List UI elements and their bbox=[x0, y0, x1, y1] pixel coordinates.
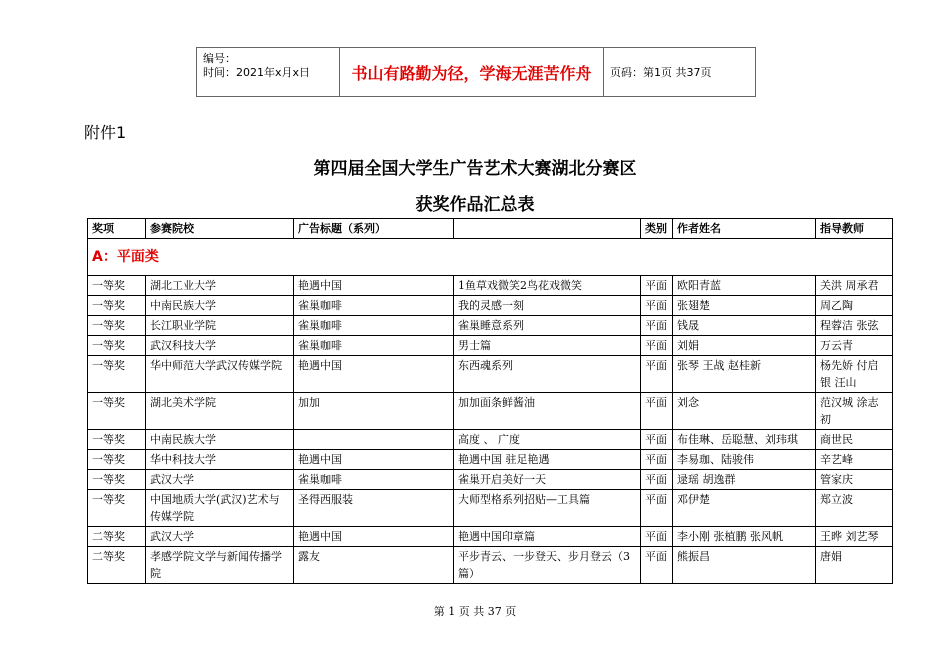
cell-advisors: 范汉城 涂志初 bbox=[816, 393, 893, 430]
cell-ad-title: 加加 bbox=[294, 393, 454, 430]
cell-advisors: 关洪 周承君 bbox=[816, 276, 893, 296]
cell-school: 华中科技大学 bbox=[146, 450, 294, 470]
cell-type: 平面 bbox=[641, 296, 673, 316]
cell-award: 一等奖 bbox=[88, 393, 146, 430]
cell-ad-title: 雀巢咖啡 bbox=[294, 316, 454, 336]
cell-authors: 钱晟 bbox=[673, 316, 816, 336]
cell-authors: 刘念 bbox=[673, 393, 816, 430]
cell-subtitle: 雀巢睡意系列 bbox=[454, 316, 641, 336]
cell-award: 一等奖 bbox=[88, 430, 146, 450]
cell-advisors: 管家庆 bbox=[816, 470, 893, 490]
cell-type: 平面 bbox=[641, 470, 673, 490]
cell-advisors: 郑立波 bbox=[816, 490, 893, 527]
cell-school: 武汉大学 bbox=[146, 470, 294, 490]
cell-ad-title bbox=[294, 430, 454, 450]
time-label: 时间：2021年x月x日 bbox=[203, 66, 311, 79]
table-row bbox=[88, 527, 893, 547]
page-header-box bbox=[196, 47, 756, 97]
cell-subtitle: 艳遇中国 驻足艳遇 bbox=[454, 450, 641, 470]
cell-school: 中南民族大学 bbox=[146, 296, 294, 316]
cell-school: 孝感学院文学与新闻传播学院 bbox=[146, 547, 294, 584]
cell-type: 平面 bbox=[641, 316, 673, 336]
cell-school: 中南民族大学 bbox=[146, 430, 294, 450]
table-row bbox=[88, 356, 893, 393]
cell-subtitle: 加加面条鲜酱油 bbox=[454, 393, 641, 430]
cell-subtitle: 艳遇中国印章篇 bbox=[454, 527, 641, 547]
cell-ad-title: 雀巢咖啡 bbox=[294, 336, 454, 356]
cell-subtitle: 我的灵感一刻 bbox=[454, 296, 641, 316]
cell-ad-title: 艳遇中国 bbox=[294, 527, 454, 547]
cell-school: 长江职业学院 bbox=[146, 316, 294, 336]
cell-subtitle: 男士篇 bbox=[454, 336, 641, 356]
cell-authors: 熊振昌 bbox=[673, 547, 816, 584]
cell-school: 湖北美术学院 bbox=[146, 393, 294, 430]
cell-authors: 逯瑶 胡逸群 bbox=[673, 470, 816, 490]
cell-ad-title: 雀巢咖啡 bbox=[294, 470, 454, 490]
cell-ad-title: 圣得西服装 bbox=[294, 490, 454, 527]
table-row bbox=[88, 430, 893, 450]
cell-subtitle: 雀巢开启美好一天 bbox=[454, 470, 641, 490]
cell-type: 平面 bbox=[641, 430, 673, 450]
cell-award: 一等奖 bbox=[88, 356, 146, 393]
cell-ad-title: 艳遇中国 bbox=[294, 276, 454, 296]
header-type: 类别 bbox=[641, 219, 673, 239]
header-ad-title: 广告标题（系列） bbox=[294, 219, 454, 239]
cell-authors: 李小刚 张植鹏 张风帆 bbox=[673, 527, 816, 547]
cell-award: 一等奖 bbox=[88, 296, 146, 316]
header-blank bbox=[454, 219, 641, 239]
header-motto: 书山有路勤为径，学海无涯苦作舟 bbox=[340, 48, 604, 96]
cell-advisors: 辛艺峰 bbox=[816, 450, 893, 470]
cell-type: 平面 bbox=[641, 450, 673, 470]
cell-authors: 张翅楚 bbox=[673, 296, 816, 316]
header-meta bbox=[197, 48, 340, 96]
table-header-row bbox=[88, 219, 893, 239]
table-row bbox=[88, 296, 893, 316]
header-advisors: 指导教师 bbox=[816, 219, 893, 239]
table-row bbox=[88, 393, 893, 430]
page-footer: 第 1 页 共 37 页 bbox=[433, 605, 517, 618]
cell-authors: 李易珈、陆骏伟 bbox=[673, 450, 816, 470]
header-authors: 作者姓名 bbox=[673, 219, 816, 239]
cell-subtitle: 1鱼草戏微笑2鸟花戏微笑 bbox=[454, 276, 641, 296]
cell-award: 二等奖 bbox=[88, 547, 146, 584]
cell-advisors: 商世民 bbox=[816, 430, 893, 450]
cell-type: 平面 bbox=[641, 527, 673, 547]
document-subtitle: 获奖作品汇总表 bbox=[415, 195, 535, 215]
header-award: 奖项 bbox=[88, 219, 146, 239]
category-row bbox=[88, 239, 893, 276]
table-row bbox=[88, 276, 893, 296]
cell-school: 武汉科技大学 bbox=[146, 336, 294, 356]
cell-ad-title: 艳遇中国 bbox=[294, 450, 454, 470]
document-title: 第四届全国大学生广告艺术大赛湖北分赛区 bbox=[313, 159, 637, 179]
cell-advisors: 杨先娇 付启银 汪山 bbox=[816, 356, 893, 393]
cell-subtitle: 东西魂系列 bbox=[454, 356, 641, 393]
number-label: 编号： bbox=[203, 52, 236, 65]
table-row bbox=[88, 336, 893, 356]
cell-authors: 欧阳青蓝 bbox=[673, 276, 816, 296]
cell-type: 平面 bbox=[641, 336, 673, 356]
cell-advisors: 万云青 bbox=[816, 336, 893, 356]
cell-advisors: 程蓉洁 张弦 bbox=[816, 316, 893, 336]
header-school: 参赛院校 bbox=[146, 219, 294, 239]
cell-award: 二等奖 bbox=[88, 527, 146, 547]
cell-award: 一等奖 bbox=[88, 490, 146, 527]
cell-school: 中国地质大学(武汉)艺术与传媒学院 bbox=[146, 490, 294, 527]
cell-type: 平面 bbox=[641, 393, 673, 430]
cell-type: 平面 bbox=[641, 547, 673, 584]
cell-subtitle: 高度 、 广度 bbox=[454, 430, 641, 450]
cell-award: 一等奖 bbox=[88, 276, 146, 296]
header-page-code: 页码：第1页 共37页 bbox=[610, 66, 712, 79]
table-row bbox=[88, 316, 893, 336]
cell-award: 一等奖 bbox=[88, 470, 146, 490]
cell-award: 一等奖 bbox=[88, 336, 146, 356]
cell-authors: 张琴 王战 赵桂新 bbox=[673, 356, 816, 393]
cell-authors: 刘娟 bbox=[673, 336, 816, 356]
cell-school: 华中师范大学武汉传媒学院 bbox=[146, 356, 294, 393]
cell-type: 平面 bbox=[641, 490, 673, 527]
cell-ad-title: 露友 bbox=[294, 547, 454, 584]
cell-advisors: 周乙陶 bbox=[816, 296, 893, 316]
attachment-label: 附件1 bbox=[84, 123, 127, 142]
cell-school: 湖北工业大学 bbox=[146, 276, 294, 296]
cell-authors: 布佳琳、岳聪慧、刘玮琪 bbox=[673, 430, 816, 450]
awards-table bbox=[87, 218, 893, 584]
cell-ad-title: 雀巢咖啡 bbox=[294, 296, 454, 316]
cell-subtitle: 大师型格系列招贴—工具篇 bbox=[454, 490, 641, 527]
cell-school: 武汉大学 bbox=[146, 527, 294, 547]
cell-type: 平面 bbox=[641, 276, 673, 296]
cell-advisors: 王晔 刘艺琴 bbox=[816, 527, 893, 547]
cell-ad-title: 艳遇中国 bbox=[294, 356, 454, 393]
cell-advisors: 唐娟 bbox=[816, 547, 893, 584]
category-label: A：平面类 bbox=[88, 239, 893, 276]
cell-award: 一等奖 bbox=[88, 450, 146, 470]
cell-award: 一等奖 bbox=[88, 316, 146, 336]
table-row bbox=[88, 450, 893, 470]
cell-type: 平面 bbox=[641, 356, 673, 393]
table-row bbox=[88, 470, 893, 490]
table-row bbox=[88, 490, 893, 527]
cell-authors: 邓伊楚 bbox=[673, 490, 816, 527]
table-row bbox=[88, 547, 893, 584]
cell-subtitle: 平步青云、一步登天、步月登云（3篇） bbox=[454, 547, 641, 584]
